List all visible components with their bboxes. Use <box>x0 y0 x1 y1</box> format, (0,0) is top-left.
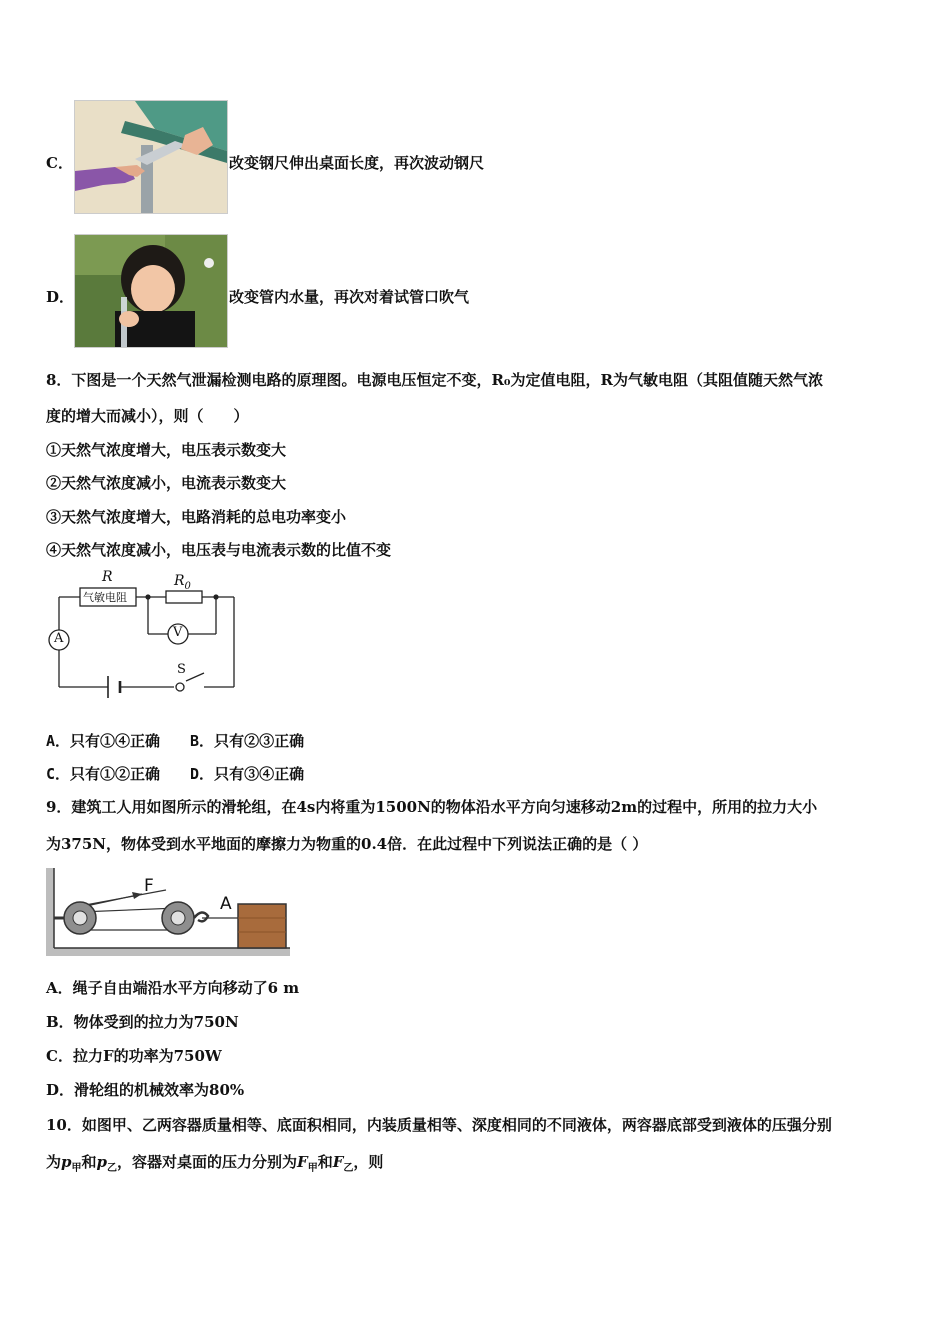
q10-stem-line1: 10．如图甲、乙两容器质量相等、底面积相同，内装质量相等、深度相同的不同液体，两容器底部受到液体的压强分别 <box>46 1116 832 1134</box>
q8-stem-line1: 8．下图是一个天然气泄漏检测电路的原理图。电源电压恒定不变，R₀为定值电阻，R为气敏电阻（其阻值随天然气浓 <box>46 371 823 389</box>
r-label: R <box>102 569 113 585</box>
option-d-text: 改变管内水量，再次对着试管口吹气 <box>229 288 470 306</box>
q9-option-c: C．拉力F的功率为750W <box>46 1047 222 1065</box>
q9-option-d: D．滑轮组的机械效率为80% <box>46 1081 245 1099</box>
pulley-diagram <box>46 868 290 958</box>
option-c-letter: C． <box>46 154 73 172</box>
voltmeter-label: V <box>173 625 183 640</box>
option-c-text: 改变钢尺伸出桌面长度，再次波动钢尺 <box>229 154 485 172</box>
option-d-letter: D． <box>46 288 75 306</box>
ammeter-label: A <box>54 631 64 646</box>
switch-label: S <box>177 662 186 677</box>
force-label: F <box>144 876 154 896</box>
r0-label: $R_0$ <box>174 573 191 592</box>
circuit-diagram <box>44 570 244 700</box>
q8-options-row2: C．只有①②正确 D．只有③④正确 <box>46 765 305 783</box>
q8-statement-3: ③天然气浓度增大，电路消耗的总电功率变小 <box>46 508 347 526</box>
q9-option-a: A．绳子自由端沿水平方向移动了6 m <box>46 979 300 997</box>
q8-statement-4: ④天然气浓度减小，电压表与电流表示数的比值不变 <box>46 541 392 559</box>
q8-statement-2: ②天然气浓度减小，电流表示数变大 <box>46 474 287 492</box>
ruler-on-table-photo <box>74 100 228 214</box>
q9-stem-line2: 为375N，物体受到水平地面的摩擦力为物重的0.4倍．在此过程中下列说法正确的是（ ） <box>46 835 648 853</box>
q8-stem-line2: 度的增大而减小），则（ ） <box>46 407 249 425</box>
q9-stem-line1: 9．建筑工人用如图所示的滑轮组，在4s内将重为1500N的物体沿水平方向匀速移动2m的过程中，所用的拉力大小 <box>46 798 818 816</box>
point-a-label: A <box>220 894 232 914</box>
r-box-label: 气敏电阻 <box>83 591 127 604</box>
q8-statement-1: ①天然气浓度增大，电压表示数变大 <box>46 441 287 459</box>
q10-stem-line2: 为$p_甲$和$p_乙$，容器对桌面的压力分别为$F_甲$和$F_乙$，则 <box>46 1153 384 1174</box>
girl-blowing-tube-photo <box>74 234 228 348</box>
q8-options-row1: A．只有①④正确 B．只有②③正确 <box>46 732 305 750</box>
q9-option-b: B．物体受到的拉力为750N <box>46 1013 239 1031</box>
